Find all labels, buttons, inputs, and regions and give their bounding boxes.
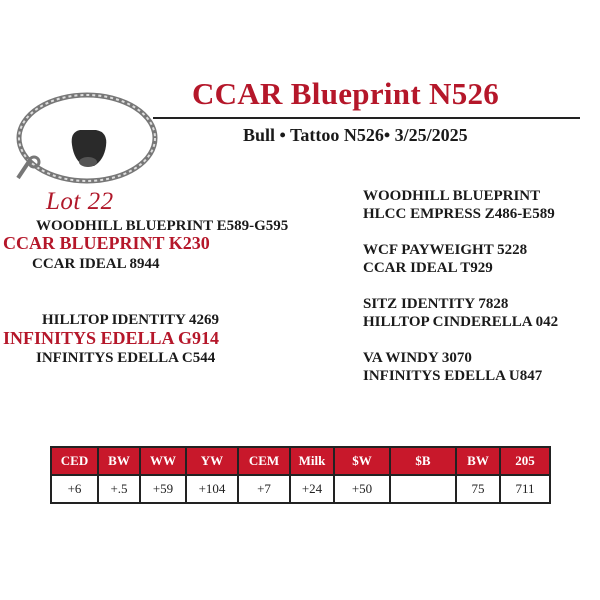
epd-value: +.5	[98, 475, 140, 503]
dam-dam: INFINITYS EDELLA C544	[36, 350, 216, 366]
sire-dam: CCAR IDEAL 8944	[32, 256, 160, 272]
epd-header: 205	[500, 447, 550, 475]
dam-name: INFINITYS EDELLA G914	[3, 328, 220, 348]
epd-value: +59	[140, 475, 186, 503]
epd-value	[390, 475, 456, 503]
epd-value: +6	[51, 475, 98, 503]
epd-header: BW	[456, 447, 500, 475]
ggp-5: SITZ IDENTITY 7828	[363, 296, 509, 312]
epd-value: +50	[334, 475, 390, 503]
lot-number: Lot 22	[46, 188, 114, 215]
sire-sire: WOODHILL BLUEPRINT E589-G595	[36, 218, 289, 234]
ggp-2: HLCC EMPRESS Z486-E589	[363, 206, 555, 222]
ggp-8: INFINITYS EDELLA U847	[363, 368, 543, 384]
epd-header: CED	[51, 447, 98, 475]
ggp-6: HILLTOP CINDERELLA 042	[363, 314, 559, 330]
sire-name: CCAR BLUEPRINT K230	[3, 233, 210, 253]
epd-table	[50, 446, 551, 504]
bull-head-icon	[72, 130, 107, 167]
epd-header: CEM	[238, 447, 290, 475]
epd-header: $B	[390, 447, 456, 475]
epd-header-row	[51, 447, 550, 475]
animal-subtitle: Bull • Tattoo N526• 3/25/2025	[243, 125, 468, 145]
epd-header: Milk	[290, 447, 334, 475]
animal-name-title: CCAR Blueprint N526	[192, 76, 500, 111]
ggp-4: CCAR IDEAL T929	[363, 260, 493, 276]
ggp-1: WOODHILL BLUEPRINT	[363, 188, 541, 204]
epd-header: WW	[140, 447, 186, 475]
epd-value: 711	[500, 475, 550, 503]
epd-header: BW	[98, 447, 140, 475]
title-divider	[153, 117, 580, 119]
epd-value: +24	[290, 475, 334, 503]
ggp-3: WCF PAYWEIGHT 5228	[363, 242, 528, 258]
epd-header: YW	[186, 447, 238, 475]
ggp-7: VA WINDY 3070	[363, 350, 472, 366]
epd-value: +104	[186, 475, 238, 503]
rope-lasso-icon	[12, 90, 162, 190]
lot-logo	[12, 90, 162, 215]
epd-value: 75	[456, 475, 500, 503]
dam-sire: HILLTOP IDENTITY 4269	[42, 312, 220, 328]
epd-value: +7	[238, 475, 290, 503]
epd-value-row	[51, 475, 550, 503]
epd-header: $W	[334, 447, 390, 475]
